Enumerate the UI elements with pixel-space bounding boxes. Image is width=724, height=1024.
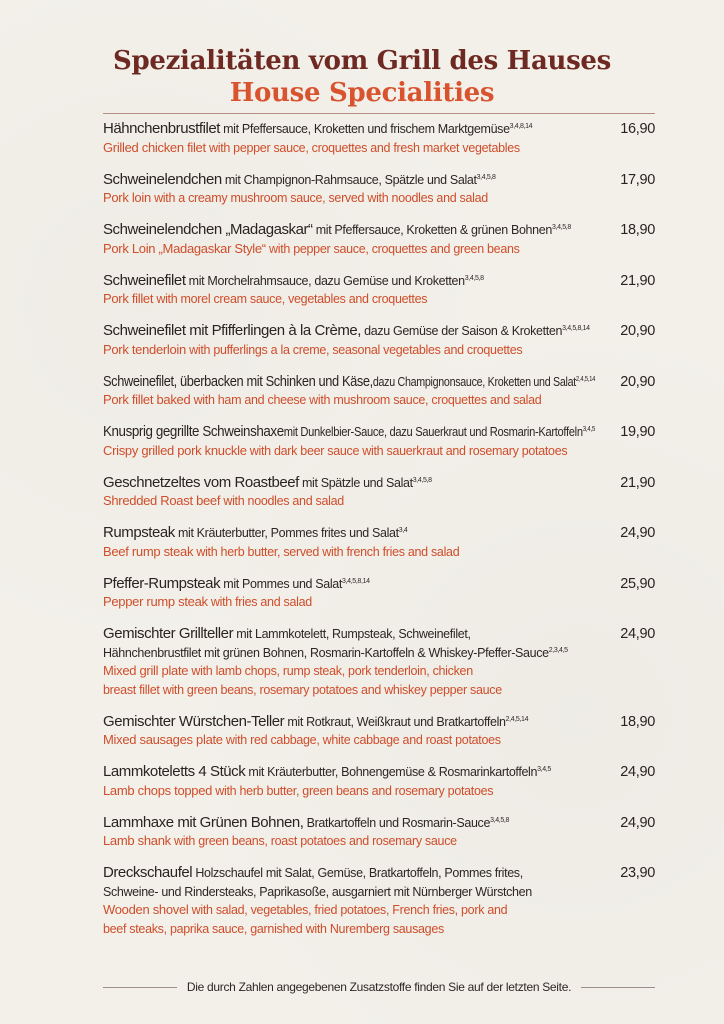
item-name: Schweinefilet, überbacken mit Schinken und Käse, xyxy=(103,372,373,390)
menu-item xyxy=(103,474,655,511)
item-description-de-line xyxy=(103,763,595,782)
item-description-de-line xyxy=(103,575,595,594)
item-price: 20,90 xyxy=(620,323,655,339)
menu-item xyxy=(103,625,655,699)
item-name: Gemischter Würstchen-Teller xyxy=(103,712,285,730)
item-description-en-line xyxy=(103,731,595,750)
item-name-english: Grilled chicken filet xyxy=(103,139,206,155)
additive-codes: 2,4,5,14 xyxy=(575,375,596,383)
item-description-en: with salad, vegetables, fried potatoes, French fries, pork and xyxy=(188,903,508,917)
item-description-de-line xyxy=(103,864,595,883)
item-description-en: beef steaks, paprika sauce, garnished with Nuremberg sausages xyxy=(103,921,444,936)
item-description-de-line xyxy=(103,474,595,493)
footer xyxy=(103,980,655,994)
item-name: Schweinelendchen „Madagaskar“ xyxy=(103,221,313,238)
item-description-de-line xyxy=(103,171,595,190)
item-name-english: Shredded Roast beef xyxy=(103,493,221,508)
item-name: Gemischter Grillteller xyxy=(103,625,234,642)
item-description-de: mit Spätzle und Salat xyxy=(298,475,413,490)
item-description-de: Holzschaufel mit Salat, Gemüse, Bratkartoffeln, Pommes frites, xyxy=(192,866,523,880)
item-name-english: Beef rump steak xyxy=(103,543,194,559)
item-name-english: Mixed grill plate xyxy=(103,663,189,678)
item-description-de: mit Pommes und Salat xyxy=(220,576,343,591)
item-description-de: Bratkartoffeln und Rosmarin-Sauce xyxy=(303,815,491,830)
item-description-de: mit Pfeffersauce, Kroketten und frischem Marktgemüse xyxy=(219,122,510,136)
menu-item xyxy=(103,864,655,938)
item-description-en: with red cabbage, white cabbage and roast potatoes xyxy=(222,733,501,747)
item-description-de-line xyxy=(103,322,595,341)
item-name-english: Mixed sausages plate xyxy=(103,732,223,747)
item-description-de-line xyxy=(103,120,595,139)
item-description-en: with herb butter, green beans and rosemary potatoes xyxy=(212,783,494,798)
additive-codes: 3,4,5,8 xyxy=(464,274,484,282)
item-description-de-line xyxy=(103,221,595,240)
item-name: Geschnetzeltes vom Roastbeef xyxy=(103,473,299,491)
additive-codes: 3,4,5 xyxy=(582,426,596,433)
menu-item xyxy=(103,373,655,410)
item-name-english: Crispy grilled pork knuckle xyxy=(103,442,247,458)
additive-codes: 2,3,4,5 xyxy=(548,646,568,654)
item-description-en: with pepper sauce, croquettes and fresh market vegetables xyxy=(205,140,520,155)
item-description-de-line xyxy=(103,625,595,644)
menu-item xyxy=(103,575,655,612)
additive-codes: 3,4,5,8 xyxy=(490,816,510,824)
item-description-de-line xyxy=(103,423,596,442)
item-name: Hähnchenbrustfilet xyxy=(103,120,220,137)
item-price: 21,90 xyxy=(620,474,655,491)
item-name-english: Pork Loin „Madagaskar Style“ xyxy=(103,240,266,256)
item-description-de-line xyxy=(103,883,595,902)
menu-item xyxy=(103,221,655,258)
menu-item xyxy=(103,713,655,750)
item-description-en-line xyxy=(103,240,595,259)
item-name-english: Wooden shovel xyxy=(103,902,189,917)
item-name-english: Pepper rump steak xyxy=(103,594,208,609)
page-title-german: Spezialitäten vom Grill des Hauses xyxy=(112,46,612,76)
item-description-en-line xyxy=(103,391,595,410)
item-description-de: Schweine- und Rindersteaks, Paprikasoße, ausgarniert mit Nürnberger Würstchen xyxy=(103,884,532,899)
item-description-en-line xyxy=(103,442,595,461)
item-description-de-line xyxy=(103,524,595,543)
menu-item xyxy=(103,322,655,359)
item-name-english: Lamb chops topped xyxy=(103,782,213,798)
item-description-de: mit Champignon-Rahmsauce, Spätzle und Salat xyxy=(221,172,477,187)
item-description-de: dazu Gemüse der Saison & Kroketten xyxy=(361,324,563,338)
item-description-en-line xyxy=(103,593,595,612)
additive-codes: 3,4,5,8 xyxy=(476,173,496,181)
item-name: Rumpsteak xyxy=(103,524,175,541)
item-description-en: with green beans, roast potatoes and rosemary sauce xyxy=(170,834,457,848)
item-description-en-line xyxy=(103,920,595,939)
item-name-english: Pork fillet xyxy=(103,291,154,306)
item-price: 21,90 xyxy=(620,272,655,289)
item-description-en: breast fillet with green beans, rosemary potatoes and whiskey pepper sauce xyxy=(103,682,502,697)
item-price: 23,90 xyxy=(620,865,655,881)
item-description-en-line xyxy=(103,681,595,700)
item-price: 17,90 xyxy=(620,171,655,188)
menu-item xyxy=(103,524,655,561)
menu-item xyxy=(103,120,655,157)
additive-codes: 3,4,5,8,14 xyxy=(562,325,590,332)
page-title-english: House Specialities xyxy=(229,78,495,108)
menu-list xyxy=(103,120,655,952)
item-description-de: dazu Champignonsauce, Kroketten und Salat xyxy=(372,374,576,389)
additive-codes: 3,4,5,8 xyxy=(551,224,571,231)
item-description-en: with morel cream sauce, vegetables and croquettes xyxy=(153,292,428,306)
item-description-en: with noodles and salad xyxy=(220,494,344,508)
item-description-en-line xyxy=(103,189,595,208)
footer-divider-left xyxy=(103,987,177,988)
menu-item xyxy=(103,171,655,208)
item-description-en: with pufferlings a la creme, seasonal vegetables and croquettes xyxy=(185,342,523,357)
item-description-de-line xyxy=(103,644,595,663)
item-price: 25,90 xyxy=(620,575,655,592)
additive-codes: 3,4,5,8 xyxy=(412,476,432,484)
menu-item xyxy=(103,272,655,309)
item-price: 18,90 xyxy=(620,713,655,730)
item-description-de: mit Lammkotelett, Rumpsteak, Schweinefilet, xyxy=(233,627,471,641)
item-description-de: Hähnchenbrustfilet mit grünen Bohnen, Rosmarin-Kartoffeln & Whiskey-Pfeffer-Sauce xyxy=(103,645,549,660)
item-description-en-line xyxy=(103,290,595,309)
menu-item xyxy=(103,763,655,800)
item-name: Pfeffer-Rumpsteak xyxy=(103,574,221,592)
item-name: Knusprig gegrillte Schweinshaxe xyxy=(103,423,284,440)
item-description-de: mit Rotkraut, Weißkraut und Bratkartoffeln xyxy=(284,714,506,729)
item-description-en-line xyxy=(103,139,595,158)
item-description-de: mit Kräuterbutter, Pommes frites und Salat xyxy=(174,526,399,540)
item-description-en: with lamb chops, rump steak, pork tenderloin, chicken xyxy=(188,664,473,678)
item-description-en-line xyxy=(103,492,595,511)
additive-codes: 3,4,8,14 xyxy=(509,123,533,130)
additive-codes: 2,4,5,14 xyxy=(505,715,529,723)
item-name: Schweinefilet mit Pfifferlingen à la Crème, xyxy=(103,322,361,339)
item-price: 19,90 xyxy=(620,424,655,440)
item-price: 24,90 xyxy=(620,764,655,780)
title-divider xyxy=(103,113,655,114)
item-description-en: with pepper sauce, croquettes and green beans xyxy=(265,241,520,256)
menu-item xyxy=(103,814,655,851)
item-description-de-line xyxy=(103,272,595,291)
item-description-en: with herb butter, served with french fries and salad xyxy=(193,544,460,559)
item-name: Dreckschaufel xyxy=(103,864,193,881)
footer-note: Die durch Zahlen angegebenen Zusatzstoffe finden Sie auf der letzten Seite. xyxy=(186,980,572,994)
item-price: 24,90 xyxy=(620,525,655,541)
item-description-de: mit Kräuterbutter, Bohnengemüse & Rosmarinkartoffeln xyxy=(245,765,538,779)
item-name-english: Pork tenderloin xyxy=(103,341,186,357)
item-price: 18,90 xyxy=(620,222,655,238)
item-price: 24,90 xyxy=(620,626,655,642)
item-description-de: mit Morchelrahmsauce, dazu Gemüse und Kroketten xyxy=(185,273,465,288)
item-description-de-line xyxy=(103,814,595,833)
additive-codes: 3,4 xyxy=(398,527,408,534)
item-description-de-line xyxy=(103,372,596,392)
item-description-en-line xyxy=(103,832,595,851)
item-price: 20,90 xyxy=(620,373,655,390)
item-name: Lammkoteletts 4 Stück xyxy=(103,763,246,780)
item-description-de: mit Dunkelbier-Sauce, dazu Sauerkraut und Rosmarin-Kartoffeln xyxy=(283,425,583,439)
item-price: 16,90 xyxy=(620,121,655,137)
item-description-en-line xyxy=(103,662,595,681)
item-description-en-line xyxy=(103,782,595,801)
item-description-de: mit Pfeffersauce, Kroketten & grünen Bohnen xyxy=(312,223,552,237)
item-description-en: with fries and salad xyxy=(207,595,312,609)
item-description-en-line xyxy=(103,901,595,920)
footer-divider-right xyxy=(581,987,655,988)
item-description-en: with ham and cheese with mushroom sauce, croquettes and salad xyxy=(190,393,542,407)
additive-codes: 3,4,5,8,14 xyxy=(342,577,370,585)
item-name: Schweinefilet xyxy=(103,271,186,289)
item-description-en: with dark beer sauce with sauerkraut and rosemary potatoes xyxy=(246,443,568,458)
item-name-english: Pork loin xyxy=(103,190,151,205)
item-name-english: Lamb shank xyxy=(103,833,171,848)
item-description-en: with a creamy mushroom sauce, served with noodles and salad xyxy=(150,191,488,205)
additive-codes: 3,4,5 xyxy=(537,766,551,773)
item-name: Lammhaxe mit Grünen Bohnen, xyxy=(103,813,304,831)
item-description-en-line xyxy=(103,543,595,562)
item-description-de-line xyxy=(103,713,595,732)
item-name: Schweinelendchen xyxy=(103,170,222,188)
item-name-english: Pork fillet baked xyxy=(103,392,191,407)
menu-item xyxy=(103,423,655,460)
item-price: 24,90 xyxy=(620,814,655,831)
item-description-en-line xyxy=(103,341,595,360)
